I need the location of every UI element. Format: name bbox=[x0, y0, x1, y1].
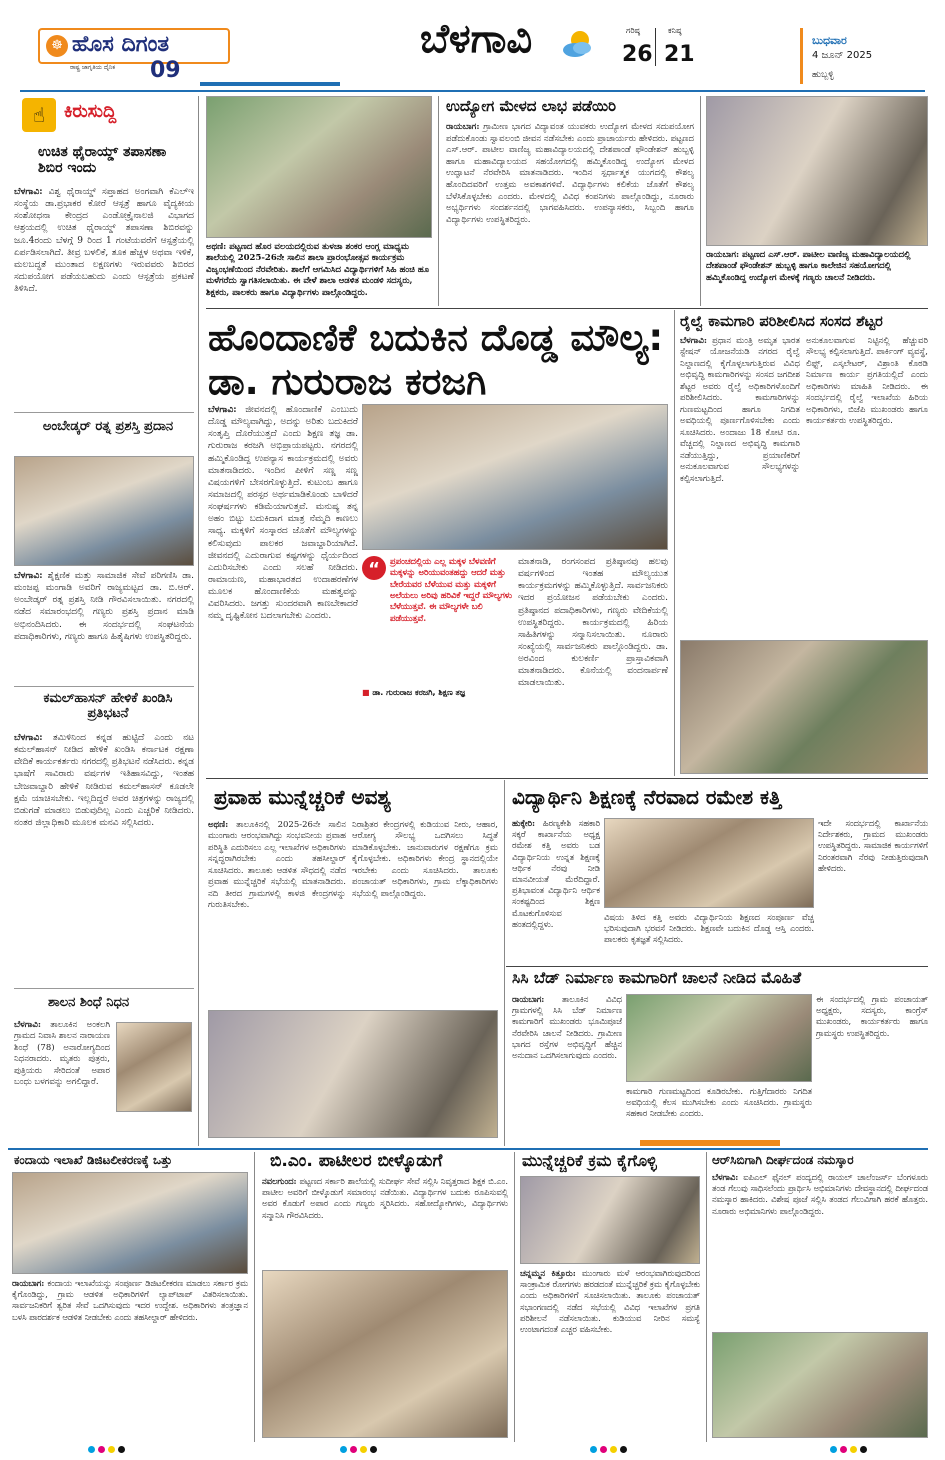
vidyarthini-body-col2: ವಿಷಯ ತಿಳಿದ ಕತ್ತಿ ಅವರು ವಿದ್ಯಾರ್ಥಿನಿಯ ಶಿಕ್ಷಣದ ಸಂಪೂರ್ಣ ವೆಚ್ಚ ಭರಿಸುವುದಾಗಿ ಭರವಸೆ ನೀಡಿದರು. ಶಿಕ್ಷಣವೇ ಬದುಕಿನ ದೊಡ್ಡ ಆಸ್ತಿ ಎಂದರು. ಪಾಲಕರು ಕೃತಜ್ಞತೆ ಸಲ್ಲಿಸಿದರು. bbox=[604, 912, 814, 945]
kiru-suddi-heading: ಕಿರುಸುದ್ದಿ bbox=[64, 101, 117, 122]
kiru-suddi-column bbox=[8, 96, 196, 1146]
school-photo bbox=[206, 96, 432, 238]
brief-title: ಅಂಬೇಡ್ಕರ್ ರತ್ನ ಪ್ರಶಸ್ತಿ ಪ್ರದಾನ bbox=[42, 419, 174, 434]
logo-tagline: ರಾಷ್ಟ್ರ ಜಾಗೃತಿಯ ದೈನಿಕ bbox=[70, 64, 116, 71]
bottom-story-photo bbox=[712, 1332, 928, 1438]
bottom-story-title: ಮುನ್ನೆಚ್ಚರಿಕೆ ಕ್ರಮ ಕೈಗೊಳ್ಳಿ bbox=[522, 1151, 657, 1170]
cc-road-photo bbox=[626, 994, 812, 1082]
page-number: 09 bbox=[150, 58, 181, 83]
obituary-body: ಬೆಳಗಾವಿ: ತಾಲೂಕಿನ ಅಂಕಲಗಿ ಗ್ರಾಮದ ನಿವಾಸಿ ಶಾಲನ ನಾರಾಯಣ ಶಿಂಧೆ (78) ಅನಾರೋಗ್ಯದಿಂದ ನಿಧನರಾದರು. ಮೃತರು ಪುತ್ರರು, ಪುತ್ರಿಯರು ಸೇರಿದಂತೆ ಅಪಾರ ಬಂಧು ಬಳಗವನ್ನು ಅಗಲಿದ್ದಾರೆ. bbox=[14, 1020, 110, 1088]
lead-body-right: ಮಾತನಾಡಿ, ರಂಗಸಂಪದ ಪ್ರತಿಷ್ಠಾನವು ಹಲವು ವರ್ಷಗಳಿಂದ ಇಂತಹ ಮೌಲ್ಯಯುತ ಕಾರ್ಯಕ್ರಮಗಳನ್ನು ಹಮ್ಮಿಕೊಳ್ಳುತ್ತಿದೆ. ಸಾರ್ವಜನಿಕರು ಇದರ ಪ್ರಯೋಜನ ಪಡೆಯಬೇಕು ಎಂದರು. ಪ್ರತಿಷ್ಠಾನದ ಪದಾಧಿಕಾರಿಗಳು, ಗಣ್ಯರು ವೇದಿಕೆಯಲ್ಲಿ ಉಪಸ್ಥಿತರಿದ್ದರು. ಕಾರ್ಯಕ್ರಮದಲ್ಲಿ ಹಿರಿಯ ಸಾಹಿತಿಗಳನ್ನು ಸನ್ಮಾನಿಸಲಾಯಿತು. ನೂರಾರು ಸಂಖ್ಯೆಯಲ್ಲಿ ಸಾರ್ವಜನಿಕರು ಪಾಲ್ಗೊಂಡಿದ್ದರು. ಡಾ. ಅರವಿಂದ ಕುಲಕರ್ಣಿ ಪ್ರಾಸ್ತಾವಿಕವಾಗಿ ಮಾತನಾಡಿದರು. ಕೊನೆಯಲ್ಲಿ ವಂದನಾರ್ಪಣೆ ಮಾಡಲಾಯಿತು. bbox=[518, 557, 668, 689]
brief-title: ಉಚಿತ ಥೈರಾಯ್ಡ್ ತಪಾಸಣಾ ಶಿಬಿರ ಇಂದು bbox=[38, 144, 167, 177]
obituary-title: ಶಾಲನ ಶಿಂಧೆ ನಿಧನ bbox=[48, 995, 130, 1010]
cc-road-body-col1: ರಾಯಬಾಗ: ತಾಲೂಕಿನ ವಿವಿಧ ಗ್ರಾಮಗಳಲ್ಲಿ ಸಿಸಿ ಬೆಡ್ ನಿರ್ಮಾಣ ಕಾಮಗಾರಿಗೆ ಮುಖಂಡರು ಭೂಮಿಪೂಜೆ ನೆರವೇರಿಸಿ ಚಾಲನೆ ನೀಡಿದರು. ಗ್ರಾಮೀಣ ಭಾಗದ ರಸ್ತೆಗಳ ಅಭಿವೃದ್ಧಿಗೆ ಹೆಚ್ಚಿನ ಅನುದಾನ ಒದಗಿಸಲಾಗುವುದು ಎಂದರು. bbox=[512, 994, 622, 1060]
bottom-story-photo bbox=[262, 1270, 508, 1438]
cc-road-title: ಸಿಸಿ ಬೆಡ್ ನಿರ್ಮಾಣ ಕಾಮಗಾರಿಗೆ ಚಾಲನೆ ನೀಡಿದ ಮೊಹಿತೆ bbox=[512, 969, 802, 987]
pravaha-body-col1: ಅಥಣಿ: ತಾಲೂಕಿನಲ್ಲಿ 2025-26ನೇ ಸಾಲಿನ ಮುಂಗಾರು ಆರಂಭವಾಗಿದ್ದು ಸಂಭವನೀಯ ಪ್ರವಾಹ ಪರಿಸ್ಥಿತಿ ಎದುರಿಸಲು ಎಲ್ಲ ಇಲಾಖೆಗಳ ಅಧಿಕಾರಿಗಳು ಸನ್ನದ್ಧರಾಗಿರಬೇಕು ಎಂದು ತಹಸೀಲ್ದಾರ್ ಸೂಚಿಸಿದರು. ತಾಲೂಕು ಆಡಳಿತ ಸೌಧದಲ್ಲಿ ನಡೆದ ಪ್ರವಾಹ ಮುನ್ನೆಚ್ಚರಿಕೆ ಸಭೆಯಲ್ಲಿ ಮಾತನಾಡಿದರು. ನದಿ ತೀರದ ಗ್ರಾಮಗಳಲ್ಲಿ ಕಾಳಜಿ ಕೇಂದ್ರಗಳನ್ನು ಗುರುತಿಸಬೇಕು. bbox=[208, 820, 346, 911]
railway-title: ರೈಲ್ವೆ ಕಾಮಗಾರಿ ಪರಿಶೀಲಿಸಿದ ಸಂಸದ ಶೆಟ್ಟರ bbox=[680, 314, 883, 330]
award-photo bbox=[14, 456, 194, 566]
kiru-suddi-header bbox=[22, 98, 180, 134]
cc-road-body-col3: ಈ ಸಂದರ್ಭದಲ್ಲಿ ಗ್ರಾಮ ಪಂಚಾಯತ್ ಅಧ್ಯಕ್ಷರು, ಸದಸ್ಯರು, ಕಾಂಗ್ರೆಸ್ ಮುಖಂಡರು, ಕಾರ್ಯಕರ್ತರು ಹಾಗೂ ಗ್ರಾಮಸ್ಥರು ಉಪಸ್ಥಿತರಿದ್ದರು. bbox=[816, 994, 928, 1038]
bottom-story-photo bbox=[520, 1176, 700, 1264]
bottom-story-photo bbox=[12, 1172, 248, 1274]
vidyarthini-body-col3: ಇದೇ ಸಂದರ್ಭದಲ್ಲಿ ಕಾರ್ಖಾನೆಯ ನಿರ್ದೇಶಕರು, ಗ್ರಾಮದ ಮುಖಂಡರು ಉಪಸ್ಥಿತರಿದ್ದರು. ಸಾಮಾಜಿಕ ಕಾರ್ಯಗಳಿಗೆ ನಿರಂತರವಾಗಿ ನೆರವು ನೀಡುತ್ತಿರುವುದಾಗಿ ಹೇಳಿದರು. bbox=[818, 818, 928, 873]
date-accent-bar bbox=[800, 28, 803, 84]
temp-max-label: ಗರಿಷ್ಠ bbox=[626, 26, 640, 35]
obituary-photo bbox=[116, 1022, 192, 1112]
registration-marks bbox=[590, 1446, 627, 1453]
bottom-story-title: ಬಿ.ಎಂ. ಪಾಟೀಲರ ಬೀಳ್ಕೊಡುಗೆ bbox=[270, 1151, 443, 1171]
masthead bbox=[0, 0, 945, 92]
date: 4 ಜೂನ್ 2025 bbox=[812, 50, 873, 61]
railway-photo bbox=[680, 640, 928, 774]
bottom-story-body: ಬೆಳಗಾವಿ: ಐಪಿಎಲ್ ಫೈನಲ್ ಪಂದ್ಯದಲ್ಲಿ ರಾಯಲ್ ಚಾಲೆಂಜರ್ಸ್ ಬೆಂಗಳೂರು ತಂಡ ಗೆಲುವು ಸಾಧಿಸಲೆಂದು ಪ್ರಾರ್ಥಿಸಿ ಅಭಿಮಾನಿಗಳು ದೇವಸ್ಥಾನದಲ್ಲಿ ದೀರ್ಘದಂಡ ನಮಸ್ಕಾರ ಹಾಕಿದರು. ವಿಶೇಷ ಪೂಜೆ ಸಲ್ಲಿಸಿ ತಂಡದ ಗೆಲುವಿಗಾಗಿ ಹರಕೆ ಹೊತ್ತರು. ನೂರಾರು ಅಭಿಮಾನಿಗಳು ಪಾಲ್ಗೊಂಡಿದ್ದರು. bbox=[712, 1172, 928, 1216]
day: ಬುಧವಾರ bbox=[812, 34, 847, 47]
pravaha-body-col2: ನಿರಾಶ್ರಿತರ ಕೇಂದ್ರಗಳಲ್ಲಿ ಕುಡಿಯುವ ನೀರು, ಆಹಾರ, ಆರೋಗ್ಯ ಸೌಲಭ್ಯ ಒದಗಿಸಲು ಸಿದ್ಧತೆ ಮಾಡಿಕೊಳ್ಳಬೇಕು. ಜಾನುವಾರುಗಳ ರಕ್ಷಣೆಗೂ ಕ್ರಮ ಕೈಗೊಳ್ಳಬೇಕು. ಅಧಿಕಾರಿಗಳು ಕೇಂದ್ರ ಸ್ಥಾನದಲ್ಲಿಯೇ ಇರಬೇಕು ಎಂದು ಸೂಚಿಸಿದರು. ತಾಲೂಕು ಪಂಚಾಯತ್ ಅಧಿಕಾರಿಗಳು, ಗ್ರಾಮ ಲೆಕ್ಕಾಧಿಕಾರಿಗಳು ಸಭೆಯಲ್ಲಿ ಪಾಲ್ಗೊಂಡಿದ್ದರು. bbox=[352, 820, 498, 899]
bottom-accent-bar bbox=[640, 1140, 780, 1146]
bottom-story-body: ರಾಯಬಾಗ: ಕಂದಾಯ ಇಲಾಖೆಯನ್ನು ಸಂಪೂರ್ಣ ಡಿಜಿಟಲೀಕರಣ ಮಾಡಲು ಸರ್ಕಾರ ಕ್ರಮ ಕೈಗೊಂಡಿದ್ದು, ಗ್ರಾಮ ಆಡಳಿತ ಅಧಿಕಾರಿಗಳಿಗೆ ಲ್ಯಾಪ್‌ಟಾಪ್ ವಿತರಿಸಲಾಯಿತು. ಸಾರ್ವಜನಿಕರಿಗೆ ತ್ವರಿತ ಸೇವೆ ಒದಗಿಸುವುದು ಇದರ ಉದ್ದೇಶ. ಅಧಿಕಾರಿಗಳು ತಂತ್ರಜ್ಞಾನ ಬಳಸಿ ಪಾರದರ್ಶಕ ಆಡಳಿತ ನೀಡಬೇಕು ಎಂದು ತಹಸೀಲ್ದಾರ್ ಹೇಳಿದರು. bbox=[12, 1278, 248, 1322]
railway-body-col2: ಅನುಕೂಲವಾಗುವ ನಿಟ್ಟಿನಲ್ಲಿ ಹೆಚ್ಚುವರಿ ಸೌಲಭ್ಯ ಕಲ್ಪಿಸಲಾಗುತ್ತಿದೆ. ಪಾರ್ಕಿಂಗ್ ವ್ಯವಸ್ಥೆ, ಲಿಫ್ಟ್, ಎಸ್ಕಲೇಟರ್, ವಿಶ್ರಾಂತಿ ಕೊಠಡಿ ನಿರ್ಮಾಣ ಕಾರ್ಯ ಪ್ರಗತಿಯಲ್ಲಿದೆ ಎಂದು ಅಧಿಕಾರಿಗಳು ಮಾಹಿತಿ ನೀಡಿದರು. ಈ ಸಂದರ್ಭದಲ್ಲಿ ರೈಲ್ವೆ ಇಲಾಖೆಯ ಹಿರಿಯ ಅಧಿಕಾರಿಗಳು, ಬಿಜೆಪಿ ಮುಖಂಡರು ಹಾಗೂ ಕಾರ್ಯಕರ್ತರು ಉಪಸ್ಥಿತರಿದ್ದರು. bbox=[806, 336, 928, 427]
logo-text: ಹೊಸ ದಿಗಂತ bbox=[72, 32, 170, 57]
temp-max: 26 bbox=[622, 42, 653, 67]
railway-body-col1: ಬೆಳಗಾವಿ: ಪ್ರಧಾನ ಮಂತ್ರಿ ಅಮೃತ ಭಾರತ ಸ್ಟೇಷನ್ ಯೋಜನೆಯಡಿ ನಗರದ ರೈಲ್ವೆ ನಿಲ್ದಾಣದಲ್ಲಿ ಕೈಗೊಳ್ಳಲಾಗುತ್ತಿರುವ ವಿವಿಧ ಅಭಿವೃದ್ಧಿ ಕಾಮಗಾರಿಗಳನ್ನು ಸಂಸದ ಜಗದೀಶ ಶೆಟ್ಟರ ಅವರು ರೈಲ್ವೆ ಅಧಿಕಾರಿಗಳೊಂದಿಗೆ ಪರಿಶೀಲಿಸಿದರು. ಕಾಮಗಾರಿಗಳನ್ನು ಗುಣಮಟ್ಟದಿಂದ ಹಾಗೂ ನಿಗದಿತ ಅವಧಿಯಲ್ಲಿ ಪೂರ್ಣಗೊಳಿಸಬೇಕು ಎಂದು ಸೂಚಿಸಿದರು. ಅಂದಾಜು 18 ಕೋಟಿ ರೂ. ವೆಚ್ಚದಲ್ಲಿ ನಿಲ್ದಾಣದ ಅಭಿವೃದ್ಧಿ ಕಾಮಗಾರಿ ನಡೆಯುತ್ತಿದ್ದು, ಪ್ರಯಾಣಿಕರಿಗೆ ಅನುಕೂಲವಾಗುವ ಸೌಲಭ್ಯಗಳನ್ನು ಕಲ್ಪಿಸಲಾಗುತ್ತಿದೆ. bbox=[680, 336, 800, 484]
masthead-accent-bar bbox=[200, 82, 340, 86]
pravaha-photo bbox=[208, 1010, 498, 1138]
pullquote: “ ಪ್ರಪಂಚದಲ್ಲಿಯ ಎಲ್ಲ ಮಕ್ಕಳ ಬೆಳವಣಿಗೆ ಮಕ್ಕಳನ್ನು ಅರಿಯುವಂತಹದ್ದು ಆದರೆ ಮತ್ತು ಬೇರೆಯವರ ಬೆಳೆಯುವ ಮತ್ತು ಮಕ್ಕಳಿಗೆ ಅಲೆಯಲು ಅರಿವು ಹರಿವಿಕೆ ಇದ್ದರೆ ಮೌಲ್ಯಗಳು ಬೆಳೆಯುತ್ತವೆ. ಈ ಮೌಲ್ಯಗಳೇ ಬಲಿ ಪಡೆಯುತ್ತವೆ. bbox=[362, 556, 514, 680]
weather-icon bbox=[560, 26, 596, 62]
pravaha-title: ಪ್ರವಾಹ ಮುನ್ನೆಚ್ಚರಿಕೆ ಅವಶ್ಯ bbox=[214, 785, 392, 809]
bottom-story-body: ನವಲಗುಂದ: ಪಟ್ಟಣದ ಸರ್ಕಾರಿ ಶಾಲೆಯಲ್ಲಿ ಸುದೀರ್ಘ ಸೇವೆ ಸಲ್ಲಿಸಿ ನಿವೃತ್ತರಾದ ಶಿಕ್ಷಕ ಬಿ.ಎಂ. ಪಾಟೀಲ ಅವರಿಗೆ ಬೀಳ್ಕೊಡುಗೆ ಸಮಾರಂಭ ನಡೆಯಿತು. ವಿದ್ಯಾರ್ಥಿಗಳ ಬದುಕು ರೂಪಿಸುವಲ್ಲಿ ಅವರ ಕೊಡುಗೆ ಅಪಾರ ಎಂದು ಗಣ್ಯರು ಸ್ಮರಿಸಿದರು. ಸಹೋದ್ಯೋಗಿಗಳು, ವಿದ್ಯಾರ್ಥಿಗಳು ಸನ್ಮಾನಿಸಿ ಗೌರವಿಸಿದರು. bbox=[262, 1176, 508, 1220]
registration-marks bbox=[830, 1446, 867, 1453]
edition-title: ಬೆಳಗಾವಿ bbox=[420, 16, 533, 62]
udyoga-body: ರಾಯಬಾಗ: ಗ್ರಾಮೀಣ ಭಾಗದ ವಿದ್ಯಾವಂತ ಯುವಕರು ಉದ್ಯೋಗ ಮೇಳದ ಸದುಪಯೋಗ ಪಡೆದುಕೊಂಡು ಸ್ವಾವಲಂಬಿ ಜೀವನ ನಡೆಸಬೇಕು ಎಂದು ಪ್ರಾಚಾರ್ಯರು ಹೇಳಿದರು. ಪಟ್ಟಣದ ಎಸ್.ಆರ್. ಪಾಟೀಲ ವಾಣಿಜ್ಯ ಮಹಾವಿದ್ಯಾಲಯದಲ್ಲಿ ದೇಶಪಾಂಡೆ ಫೌಂಡೇಶನ್ ಹುಬ್ಬಳ್ಳಿ ಹಾಗೂ ಮಹಾವಿದ್ಯಾಲಯದ ಸಹಯೋಗದಲ್ಲಿ ಹಮ್ಮಿಕೊಂಡಿದ್ದ ಉದ್ಯೋಗ ಮೇಳದ ಉದ್ಘಾಟನೆ ನೆರವೇರಿಸಿ ಮಾತನಾಡಿದರು. ಇಂದಿನ ಸ್ಪರ್ಧಾತ್ಮಕ ಯುಗದಲ್ಲಿ ಕೌಶಲ್ಯ ಹೊಂದಿದವರಿಗೆ ಉತ್ತಮ ಅವಕಾಶಗಳಿವೆ. ವಿದ್ಯಾರ್ಥಿಗಳು ಕಲಿಕೆಯ ಜೊತೆಗೆ ಕೌಶಲ್ಯ ಬೆಳೆಸಿಕೊಳ್ಳಬೇಕು ಎಂದರು. ಮೇಳದಲ್ಲಿ ವಿವಿಧ ಕಂಪನಿಗಳು ಪಾಲ್ಗೊಂಡಿದ್ದು, ನೂರಾರು ಅಭ್ಯರ್ಥಿಗಳು ಸಂದರ್ಶನದಲ್ಲಿ ಭಾಗವಹಿಸಿದರು. ಉಪನ್ಯಾಸಕರು, ಸಿಬ್ಬಂದಿ ಹಾಗೂ ವಿದ್ಯಾರ್ಥಿಗಳು ಉಪಸ್ಥಿತರಿದ್ದರು. bbox=[446, 122, 694, 225]
lead-photo bbox=[362, 404, 668, 550]
bottom-story-title: ಆರ್‌ಸಿಬಿಗಾಗಿ ದೀರ್ಘದಂಡ ನಮಸ್ಕಾರ bbox=[712, 1153, 854, 1167]
logo bbox=[38, 28, 230, 64]
udyoga-title: ಉದ್ಯೋಗ ಮೇಳದ ಲಾಭ ಪಡೆಯಿರಿ bbox=[446, 97, 617, 115]
brief-body: ಬೆಳಗಾವಿ: ವಿಶ್ವ ಥೈರಾಯ್ಡ್ ಸಪ್ತಾಹದ ಅಂಗವಾಗಿ ಕೆಎಲ್‌ಇ ಸಂಸ್ಥೆಯ ಡಾ.ಪ್ರಭಾಕರ ಕೋರೆ ಆಸ್ಪತ್ರೆ ಹಾಗೂ ವೈದ್ಯಕೀಯ ಸಂಶೋಧನಾ ಕೇಂದ್ರದ ಎಂಡೋಕ್ರೈನಾಲಜಿ ವಿಭಾಗದ ಆಶ್ರಯದಲ್ಲಿ ಉಚಿತ ಥೈರಾಯ್ಡ್ ತಪಾಸಣಾ ಶಿಬಿರವನ್ನು ಜೂ.4ರಂದು ಬೆಳಗ್ಗೆ 9 ರಿಂದ 1 ಗಂಟೆಯವರೆಗೆ ಆಸ್ಪತ್ರೆಯಲ್ಲಿ ಏರ್ಪಡಿಸಲಾಗಿದೆ. ತೀವ್ರ ಬಳಲಿಕೆ, ತೂಕ ಹೆಚ್ಚಳ ಅಥವಾ ಇಳಿಕೆ, ಮಲಬದ್ಧತೆ ಮುಂತಾದ ಲಕ್ಷಣಗಳು ಇರುವವರು ಶಿಬಿರದ ಸದುಪಯೋಗ ಪಡೆಯಬಹುದು ಎಂದು ಆಸ್ಪತ್ರೆಯ ಪ್ರಕಟಣೆ ತಿಳಿಸಿದೆ. bbox=[14, 187, 194, 295]
brief-title: ಕಮಲ್‌ಹಾಸನ್ ಹೇಳಿಕೆ ಖಂಡಿಸಿ ಪ್ರತಿಭಟನೆ bbox=[43, 691, 173, 721]
bottom-story-body: ಚನ್ನಮ್ಮನ ಕಿತ್ತೂರು: ಮುಂಗಾರು ಮಳೆ ಆರಂಭವಾಗಿರುವುದರಿಂದ ಸಾಂಕ್ರಾಮಿಕ ರೋಗಗಳು ಹರಡದಂತೆ ಮುನ್ನೆಚ್ಚರಿಕೆ ಕ್ರಮ ಕೈಗೊಳ್ಳಬೇಕು ಎಂದು ಅಧಿಕಾರಿಗಳಿಗೆ ಸೂಚಿಸಲಾಯಿತು. ತಾಲೂಕು ಪಂಚಾಯತ್ ಸಭಾಂಗಣದಲ್ಲಿ ನಡೆದ ಸಭೆಯಲ್ಲಿ ವಿವಿಧ ಇಲಾಖೆಗಳ ಪ್ರಗತಿ ಪರಿಶೀಲನೆ ನಡೆಸಲಾಯಿತು. ಕುಡಿಯುವ ನೀರಿನ ಸಮಸ್ಯೆ ಉಂಟಾಗದಂತೆ ಎಚ್ಚರ ವಹಿಸಬೇಕು. bbox=[520, 1268, 700, 1334]
temp-divider bbox=[655, 28, 656, 66]
vidyarthini-body-col1: ಹುಕ್ಕೇರಿ: ಹಿರಣ್ಯಕೇಶಿ ಸಹಕಾರಿ ಸಕ್ಕರೆ ಕಾರ್ಖಾನೆಯ ಅಧ್ಯಕ್ಷ ರಮೇಶ ಕತ್ತಿ ಅವರು ಬಡ ವಿದ್ಯಾರ್ಥಿನಿಯ ಉನ್ನತ ಶಿಕ್ಷಣಕ್ಕೆ ಆರ್ಥಿಕ ನೆರವು ನೀಡಿ ಮಾನವೀಯತೆ ಮೆರೆದಿದ್ದಾರೆ. ಪ್ರತಿಭಾವಂತ ವಿದ್ಯಾರ್ಥಿನಿ ಆರ್ಥಿಕ ಸಂಕಷ್ಟದಿಂದ ಶಿಕ್ಷಣ ಮೊಟಕುಗೊಳಿಸುವ ಹಂತದಲ್ಲಿದ್ದಳು. bbox=[512, 818, 600, 929]
hand-icon: ☝ bbox=[22, 98, 56, 132]
vidyarthini-photo bbox=[604, 818, 814, 908]
temp-min-label: ಕನಿಷ್ಠ bbox=[668, 26, 682, 35]
lead-body-left: ಬೆಳಗಾವಿ: ಜೀವನದಲ್ಲಿ ಹೊಂದಾಣಿಕೆ ಎಂಬುದು ದೊಡ್ಡ ಮೌಲ್ಯವಾಗಿದ್ದು, ಅದನ್ನು ಅರಿತು ಬದುಕಿದರೆ ಸಂತೃಪ್ತಿ ದೊರೆಯುತ್ತದೆ ಎಂದು ಶಿಕ್ಷಣ ತಜ್ಞ ಡಾ. ಗುರುರಾಜ ಕರಜಗಿ ಅಭಿಪ್ರಾಯಪಟ್ಟರು. ನಗರದಲ್ಲಿ ಹಮ್ಮಿಕೊಂಡಿದ್ದ ಉಪನ್ಯಾಸ ಕಾರ್ಯಕ್ರಮದಲ್ಲಿ ಅವರು ಮಾತನಾಡಿದರು. ಇಂದಿನ ಪೀಳಿಗೆ ಸಣ್ಣ ಸಣ್ಣ ವಿಷಯಗಳಿಗೆ ಬೇಸರಗೊಳ್ಳುತ್ತಿದೆ. ಕುಟುಂಬ ಹಾಗೂ ಸಮಾಜದಲ್ಲಿ ಪರಸ್ಪರ ಅರ್ಥಮಾಡಿಕೊಂಡು ಬಾಳಿದರೆ ಸಂಘರ್ಷಗಳು ಕಡಿಮೆಯಾಗುತ್ತವೆ. ಮನುಷ್ಯ ತನ್ನ ಅಹಂ ಬಿಟ್ಟು ಬದುಕಿದಾಗ ಮಾತ್ರ ನೆಮ್ಮದಿ ಕಾಣಲು ಸಾಧ್ಯ. ಮಕ್ಕಳಿಗೆ ಸಂಸ್ಕಾರದ ಜೊತೆಗೆ ಮೌಲ್ಯಗಳನ್ನು ಕಲಿಸುವುದು ಪಾಲಕರ ಜವಾಬ್ದಾರಿಯಾಗಿದೆ. ಜೀವನದಲ್ಲಿ ಎದುರಾಗುವ ಕಷ್ಟಗಳನ್ನು ಧೈರ್ಯದಿಂದ ಎದುರಿಸಬೇಕು ಎಂದು ಸಲಹೆ ನೀಡಿದರು. ರಾಮಾಯಣ, ಮಹಾಭಾರತದ ಉದಾಹರಣೆಗಳ ಮೂಲಕ ಹೊಂದಾಣಿಕೆಯ ಮಹತ್ವವನ್ನು ವಿವರಿಸಿದರು. ಜಗತ್ತು ಸುಂದರವಾಗಿ ಕಾಣಬೇಕಾದರೆ ನಮ್ಮ ದೃಷ್ಟಿಕೋನ ಬದಲಾಗಬೇಕು ಎಂದರು. bbox=[208, 405, 358, 622]
job-fair-photo bbox=[706, 96, 928, 246]
job-fair-caption: ರಾಯಬಾಗ: ಪಟ್ಟಣದ ಎಸ್.ಆರ್. ಪಾಟೀಲ ವಾಣಿಜ್ಯ ಮಹಾವಿದ್ಯಾಲಯದಲ್ಲಿ ದೇಶಪಾಂಡೆ ಫೌಂಡೇಶನ್ ಹುಬ್ಬಳ್ಳಿ ಹಾಗೂ ಕಾಲೇಜಿನ ಸಹಯೋಗದಲ್ಲಿ ಹಮ್ಮಿಕೊಂಡಿದ್ದ ಉದ್ಯೋಗ ಮೇಳಕ್ಕೆ ಗಣ್ಯರು ಚಾಲನೆ ನೀಡಿದರು. bbox=[706, 250, 911, 283]
bottom-story-title: ಕಂದಾಯ ಇಲಾಖೆ ಡಿಜಿಟಲೀಕರಣಕ್ಕೆ ಒತ್ತು bbox=[14, 1153, 173, 1167]
registration-marks bbox=[340, 1446, 377, 1453]
lead-headline: ಹೊಂದಾಣಿಕೆ ಬದುಕಿನ ದೊಡ್ಡ ಮೌಲ್ಯ: ಡಾ. ಗುರುರಾಜ ಕರಜಗಿ bbox=[208, 316, 664, 403]
brief-body: ಬೆಳಗಾವಿ: ಶೈಕ್ಷಣಿಕ ಮತ್ತು ಸಾಮಾಜಿಕ ಸೇವೆ ಪರಿಗಣಿಸಿ ಡಾ. ಮಂಜಪ್ಪ ಮಂಗಾಡಿ ಅವರಿಗೆ ರಾಜ್ಯಮಟ್ಟದ ಡಾ. ಬಿ.ಆರ್. ಅಂಬೇಡ್ಕರ್ ರತ್ನ ಪ್ರಶಸ್ತಿ ನೀಡಿ ಗೌರವಿಸಲಾಯಿತು. ನಗರದಲ್ಲಿ ನಡೆದ ಸಮಾರಂಭದಲ್ಲಿ ಗಣ್ಯರು ಪ್ರಶಸ್ತಿ ಪ್ರದಾನ ಮಾಡಿ ಅಭಿನಂದಿಸಿದರು. ಈ ಸಂದರ್ಭದಲ್ಲಿ ಸಂಘಟನೆಯ ಪದಾಧಿಕಾರಿಗಳು, ಗಣ್ಯರು ಹಾಗೂ ಹಿತೈಷಿಗಳು ಉಪಸ್ಥಿತರಿದ್ದರು. bbox=[14, 571, 194, 642]
masthead-rule bbox=[20, 90, 925, 92]
logo-emblem-icon: ☸ bbox=[46, 35, 68, 57]
cc-road-body-col2: ಕಾಮಗಾರಿ ಗುಣಮಟ್ಟದಿಂದ ಕೂಡಿರಬೇಕು. ಗುತ್ತಿಗೆದಾರರು ನಿಗದಿತ ಅವಧಿಯಲ್ಲಿ ಕೆಲಸ ಮುಗಿಸಬೇಕು ಎಂದು ಸೂಚಿಸಿದರು. ಗ್ರಾಮಸ್ಥರು ಸಹಕಾರ ನೀಡಬೇಕು ಎಂದರು. bbox=[626, 1086, 812, 1119]
registration-marks bbox=[88, 1446, 125, 1453]
school-photo-caption: ಅಥಣಿ: ಪಟ್ಟಣದ ಹೊರ ವಲಯದಲ್ಲಿರುವ ತುಳಜಾ ಶಂಕರ ಆಂಗ್ಲ ಮಾಧ್ಯಮ ಶಾಲೆಯಲ್ಲಿ 2025-26ನೇ ಸಾಲಿನ ಶಾಲಾ ಪ್ರಾರಂಭೋತ್ಸವ ಕಾರ್ಯಕ್ರಮ ವಿಜೃಂಭಣೆಯಿಂದ ನೆರವೇರಿತು. ಶಾಲೆಗೆ ಆಗಮಿಸಿದ ವಿದ್ಯಾರ್ಥಿಗಳಿಗೆ ಸಿಹಿ ಹಂಚಿ ಹೂ ಮಳೆಗರೆದು ಸ್ವಾಗತಿಸಲಾಯಿತು. ಈ ವೇಳೆ ಶಾಲಾ ಆಡಳಿತ ಮಂಡಳಿ ಸದಸ್ಯರು, ಶಿಕ್ಷಕರು, ಪಾಲಕರು ಹಾಗೂ ವಿದ್ಯಾರ್ಥಿಗಳು ಪಾಲ್ಗೊಂಡಿದ್ದರು. bbox=[206, 242, 430, 298]
quote-icon: “ bbox=[362, 556, 386, 580]
vidyarthini-title: ವಿದ್ಯಾರ್ಥಿನಿ ಶಿಕ್ಷಣಕ್ಕೆ ನೆರವಾದ ರಮೇಶ ಕತ್ತಿ bbox=[512, 785, 782, 809]
pullquote-author: ■ ಡಾ. ಗುರುರಾಜ ಕರಜಗಿ, ಶಿಕ್ಷಣ ತಜ್ಞ bbox=[362, 688, 466, 697]
temp-min: 21 bbox=[664, 42, 695, 67]
city: ಹುಬ್ಬಳ್ಳಿ bbox=[812, 70, 834, 80]
brief-body: ಬೆಳಗಾವಿ: ತಮಿಳಿನಿಂದ ಕನ್ನಡ ಹುಟ್ಟಿದೆ ಎಂದು ನಟ ಕಮಲ್‌ಹಾಸನ್ ನೀಡಿದ ಹೇಳಿಕೆ ಖಂಡಿಸಿ ಕರ್ನಾಟಕ ರಕ್ಷಣಾ ವೇದಿಕೆ ಕಾರ್ಯಕರ್ತರು ನಗರದಲ್ಲಿ ಪ್ರತಿಭಟನೆ ನಡೆಸಿದರು. ಕನ್ನಡ ಭಾಷೆಗೆ ಸಾವಿರಾರು ವರ್ಷಗಳ ಇತಿಹಾಸವಿದ್ದು, ಇಂತಹ ಬೇಜವಾಬ್ದಾರಿ ಹೇಳಿಕೆ ನೀಡಿರುವ ಕಮಲ್‌ಹಾಸನ್ ಕೂಡಲೇ ಕ್ಷಮೆ ಯಾಚಿಸಬೇಕು. ಇಲ್ಲದಿದ್ದರೆ ಅವರ ಚಿತ್ರಗಳನ್ನು ರಾಜ್ಯದಲ್ಲಿ ಬಿಡುಗಡೆ ಮಾಡಲು ಬಿಡುವುದಿಲ್ಲ ಎಂದು ಎಚ್ಚರಿಕೆ ನೀಡಿದರು. ನಂತರ ಜಿಲ್ಲಾಧಿಕಾರಿ ಮೂಲಕ ಮನವಿ ಸಲ್ಲಿಸಿದರು. bbox=[14, 733, 194, 828]
